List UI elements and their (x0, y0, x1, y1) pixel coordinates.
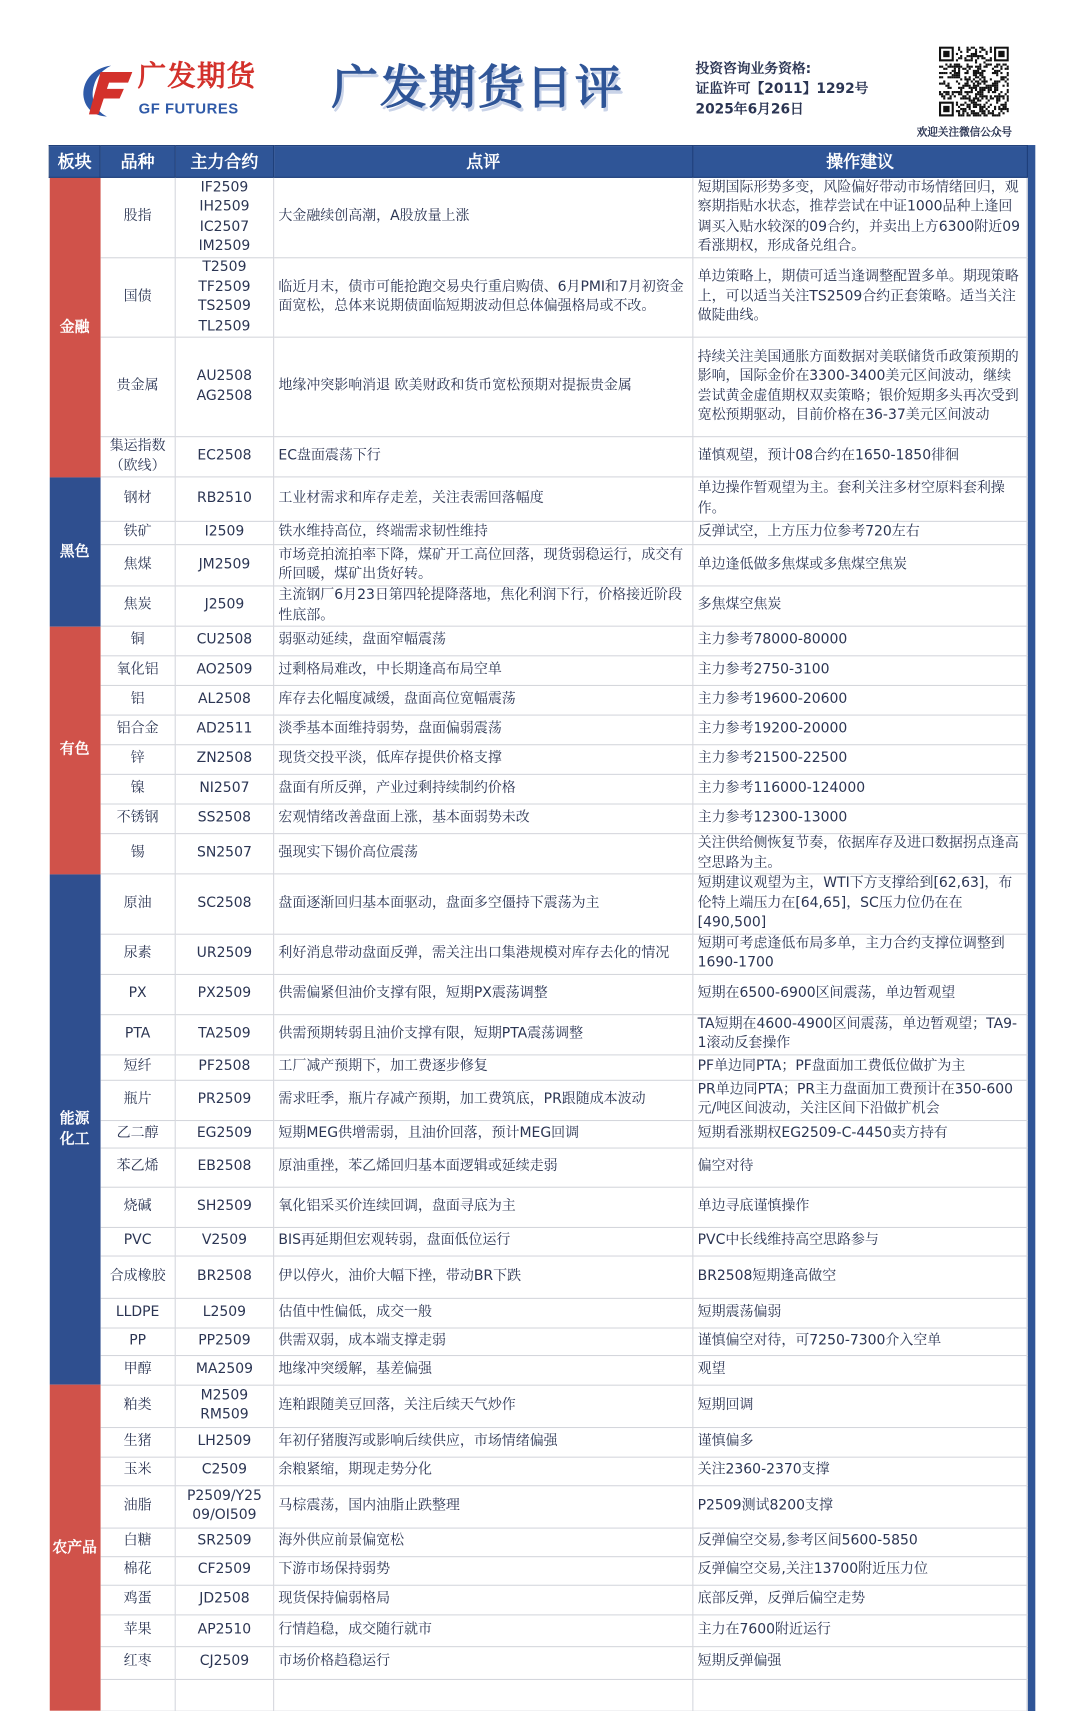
empty-cell (693, 1679, 1028, 1711)
variety-cell: 国债 (100, 258, 175, 337)
contract-cell (175, 1080, 273, 1120)
advice-cell: 偏空对待 (693, 1148, 1028, 1187)
advice-cell: 持续关注美国通胀方面数据对美联储货币政策预期的影响，国际金价在3300-3400美元区间波动，继续尝试黄金虚值期权双卖策略；银价短期多头再次受到宽松预期驱动，目前价格在36-37美元区间波动 (693, 337, 1028, 437)
advice-cell: 主力参考19200-20000 (693, 715, 1028, 745)
advice-cell: 单边寻底谨慎操作 (693, 1187, 1028, 1227)
qualification-label: 投资咨询业务资格: (695, 61, 812, 78)
contract-code: BR2508 (197, 1267, 252, 1284)
contract-code: SS2508 (197, 810, 252, 826)
advice-cell: PR单边同PTA；PR主力盘面加工费预计在350-600元/吨区间波动，关注区间下沿做扩机会 (693, 1080, 1028, 1120)
variety-cell: 玉米 (100, 1457, 175, 1486)
contract-cell (175, 1457, 273, 1486)
column-header-variety: 品种 (100, 146, 175, 178)
comment-cell: 供需双弱，成本端支撑走弱 (274, 1327, 693, 1355)
variety-cell: 不锈钢 (100, 804, 175, 834)
contract-cell (175, 1355, 273, 1385)
sector-label: 黑色 (59, 542, 90, 560)
comment-cell: 市场价格趋稳运行 (274, 1646, 693, 1679)
table-row (49, 834, 1027, 874)
comment-cell: BIS再延期但宏观转弱，盘面低位运行 (274, 1227, 693, 1256)
advice-cell: 关注供给侧恢复节奏，依据库存及进口数据拐点逢高空思路为主。 (693, 834, 1028, 874)
comment-cell: 现货交投平淡，低库存提供价格支撑 (274, 745, 693, 775)
variety-cell: 贵金属 (100, 337, 175, 437)
table-header-row (49, 146, 1027, 178)
contract-cell (175, 626, 273, 656)
contract-cell (175, 1054, 273, 1079)
logo-text-cn: 广发期货 (137, 60, 257, 94)
advice-cell: 短期国际形势多变，风险偏好带动市场情绪回归，观察期指贴水状态，推荐尝试在中证1000品种上逢回调买入贴水较深的09合约，并卖出上方6300附近09看涨期权，形成备兑组合。 (693, 177, 1028, 257)
contract-cell (175, 1298, 273, 1328)
contract-cell (175, 477, 273, 521)
table-row (49, 1014, 1027, 1054)
contract-code: AO2509 (196, 661, 253, 678)
comment-cell: 工业材需求和库存走差，关注表需回落幅度 (274, 477, 693, 521)
contract-cell (175, 804, 273, 834)
comment-cell: 宏观情绪改善盘面上涨，基本面弱势未改 (274, 804, 693, 834)
variety-cell: 苯乙烯 (100, 1148, 175, 1187)
advice-cell: 谨慎偏多 (693, 1427, 1028, 1457)
sector-label: 有色 (59, 741, 90, 758)
comment-cell: 行情趋稳，成交随行就市 (274, 1614, 693, 1646)
advice-cell: 主力参考12300-13000 (693, 804, 1028, 834)
review-table (49, 145, 1028, 1711)
sector-label: 能源 (59, 1110, 90, 1128)
variety-cell: LLDPE (100, 1298, 175, 1328)
contract-cell (175, 337, 273, 437)
wechat-follow-note: 欢迎关注微信公众号 (916, 127, 1013, 139)
variety-cell: 合成橡胶 (100, 1255, 175, 1297)
sector-cell (49, 1385, 100, 1711)
table-row (49, 477, 1027, 521)
contract-code: JD2508 (199, 1590, 250, 1607)
logo-mark-icon (79, 61, 136, 118)
comment-cell: 供需偏紧但油价支撑有限，短期PX震荡调整 (274, 974, 693, 1014)
table-row (49, 1485, 1027, 1527)
advice-cell: 主力参考116000-124000 (693, 774, 1028, 804)
advice-cell: P2509测试8200支撑 (693, 1485, 1028, 1527)
advice-cell: 主力参考2750-3100 (693, 656, 1028, 686)
variety-cell: 苹果 (100, 1614, 175, 1646)
contract-cell (175, 1528, 273, 1557)
contract-code: C2509 (201, 1462, 248, 1479)
table-row (49, 586, 1027, 626)
contract-cell (175, 774, 273, 804)
table-row (49, 874, 1027, 934)
table-row (49, 1355, 1027, 1385)
advice-cell: 多焦煤空焦炭 (693, 586, 1028, 626)
variety-cell: 粕类 (100, 1385, 175, 1427)
advice-cell: 短期回调 (693, 1385, 1028, 1427)
comment-cell: 铁水维持高位，终端需求韧性维持 (274, 521, 693, 544)
contract-cell (175, 1120, 273, 1148)
contract-cell (175, 874, 273, 934)
table-row (49, 1080, 1027, 1120)
report-date: 2025年6月26日 (695, 101, 804, 118)
contract-code: I2509 (204, 524, 245, 541)
comment-cell: 年初仔猪腹泻或影响后续供应，市场情绪偏强 (274, 1427, 693, 1457)
advice-cell: 主力参考19600-20600 (693, 685, 1028, 715)
table-row (49, 745, 1027, 775)
contract-cell (175, 437, 273, 477)
advice-cell: BR2508短期逢高做空 (693, 1255, 1028, 1297)
contract-cell (175, 1255, 273, 1297)
gf-futures-logo (79, 61, 270, 120)
contract-cell (175, 545, 273, 586)
table-row (49, 521, 1027, 544)
table-row (49, 656, 1027, 686)
contract-code: 09/OI509 (192, 1507, 257, 1524)
advice-cell: 谨慎观望，预计08合约在1650-1850徘徊 (693, 437, 1028, 477)
variety-cell: 铁矿 (100, 521, 175, 544)
contract-code: CF2509 (197, 1561, 252, 1578)
comment-cell: 库存去化幅度减缓，盘面高位宽幅震荡 (274, 685, 693, 715)
page-title: 广发期货日评 (331, 61, 624, 116)
table-row (49, 1614, 1027, 1646)
table-row (49, 1327, 1027, 1355)
variety-cell: 焦炭 (100, 586, 175, 626)
contract-cell (175, 1187, 273, 1227)
comment-cell: 下游市场保持弱势 (274, 1556, 693, 1585)
comment-cell: 马棕震荡，国内油脂止跌整理 (274, 1485, 693, 1527)
variety-cell: 白糖 (100, 1528, 175, 1557)
advice-cell: 谨慎偏空对待，可7250-7300介入空单 (693, 1327, 1028, 1355)
contract-code: ZN2508 (196, 750, 253, 767)
contract-cell (175, 934, 273, 974)
table-row (49, 1227, 1027, 1256)
table-row (49, 258, 1027, 337)
contract-cell (175, 586, 273, 626)
comment-cell: 余粮紧缩，期现走势分化 (274, 1457, 693, 1486)
advice-cell: 短期看涨期权EG2509-C-4450卖方持有 (693, 1120, 1028, 1148)
table-row (49, 545, 1027, 586)
table-row-partial (49, 1679, 1027, 1711)
contract-code: SH2509 (196, 1198, 252, 1214)
contract-code: JM2509 (198, 556, 251, 573)
variety-cell: 氧化铝 (100, 656, 175, 686)
variety-cell: 钢材 (100, 477, 175, 521)
table-row (49, 974, 1027, 1014)
sector-label: 金融 (59, 318, 90, 336)
empty-cell (175, 1679, 273, 1711)
contract-cell (175, 715, 273, 745)
table-row (49, 1427, 1027, 1457)
contract-cell (175, 1148, 273, 1187)
contract-code: AL2508 (197, 691, 251, 708)
comment-cell: 需求旺季，瓶片存减产预期，加工费筑底，PR跟随成本波动 (274, 1080, 693, 1120)
table-row (49, 1298, 1027, 1328)
advice-cell: 单边策略上，期债可适当逢调整配置多单。期现策略上，可以适当关注TS2509合约正套策略。适当关注做陡曲线。 (693, 258, 1028, 337)
comment-cell: 工厂减产预期下，加工费逐步修复 (274, 1054, 693, 1079)
contract-code: UR2509 (196, 945, 253, 961)
variety-cell: 焦煤 (100, 545, 175, 586)
contract-cell (175, 1385, 273, 1427)
comment-cell: 海外供应前景偏宽松 (274, 1528, 693, 1557)
variety-cell: PVC (100, 1227, 175, 1256)
contract-code: PX2509 (197, 985, 252, 1002)
comment-cell: 弱驱动延续，盘面窄幅震荡 (274, 626, 693, 656)
comment-cell: 氧化铝采买价连续回调，盘面寻底为主 (274, 1187, 693, 1227)
variety-cell: PTA (100, 1014, 175, 1054)
variety-cell: 股指 (100, 177, 175, 257)
table-row (49, 804, 1027, 834)
advice-cell: 底部反弹，反弹后偏空走势 (693, 1585, 1028, 1615)
contract-code: RB2510 (197, 490, 252, 507)
sector-cell (49, 177, 100, 477)
comment-cell: 过剩格局难改，中长期逢高布局空单 (274, 656, 693, 686)
contract-code: SN2507 (196, 845, 252, 861)
contract-code: SC2508 (197, 895, 252, 911)
variety-cell: 瓶片 (100, 1080, 175, 1120)
comment-cell: 供需预期转弱且油价支撑有限，短期PTA震荡调整 (274, 1014, 693, 1054)
contract-cell (175, 1427, 273, 1457)
table-row (49, 1120, 1027, 1148)
advice-cell: PVC中长线维持高空思路参与 (693, 1227, 1028, 1256)
contract-code: EC2508 (197, 448, 252, 464)
license-number: 证监许可【2011】1292号 (695, 81, 869, 98)
wechat-qr-code-icon[interactable] (939, 47, 1009, 117)
contract-code: IC2507 (199, 218, 250, 235)
contract-cell (175, 1646, 273, 1679)
variety-cell: 锌 (100, 745, 175, 775)
table-row (49, 1646, 1027, 1679)
comment-cell: 盘面逐渐回归基本面驱动，盘面多空僵持下震荡为主 (274, 874, 693, 934)
variety-cell: 集运指数（欧线） (100, 437, 175, 477)
table-row (49, 1556, 1027, 1585)
contract-cell (175, 521, 273, 544)
table-row (49, 685, 1027, 715)
contract-code: AU2508 (196, 368, 253, 385)
table-row (49, 715, 1027, 745)
contract-code: TA2509 (198, 1025, 251, 1042)
advice-cell: 短期反弹偏强 (693, 1646, 1028, 1679)
comment-cell: 临近月末，债市可能抢跑交易央行重启购债、6月PMI和7月初资金面宽松，总体来说期债面临短期波动但总体偏强格局或不改。 (274, 258, 693, 337)
contract-cell (175, 177, 273, 257)
advice-cell: 反弹偏空交易,参考区间5600-5850 (693, 1528, 1028, 1557)
contract-code: LH2509 (197, 1433, 252, 1449)
contract-cell (175, 685, 273, 715)
comment-cell: 现货保持偏弱格局 (274, 1585, 693, 1615)
sector-cell (49, 477, 100, 626)
comment-cell: 主流钢厂6月23日第四轮提降落地，焦化利润下行，价格接近阶段性底部。 (274, 586, 693, 626)
variety-cell: 棉花 (100, 1556, 175, 1585)
advice-cell: 反弹偏空交易,关注13700附近压力位 (693, 1556, 1028, 1585)
column-header-comment: 点评 (274, 146, 693, 178)
table-row (49, 337, 1027, 437)
contract-code: TL2509 (198, 318, 251, 334)
contract-cell (175, 1485, 273, 1527)
contract-cell (175, 834, 273, 874)
advice-cell: PF单边同PTA；PF盘面加工费低位做扩为主 (693, 1054, 1028, 1079)
contract-code: CU2508 (196, 632, 253, 649)
comment-cell: 地缘冲突影响消退 欧美财政和货币宽松预期对提振贵金属 (274, 337, 693, 437)
contract-code: TF2509 (198, 278, 251, 295)
table-row (49, 1255, 1027, 1297)
comment-cell: 地缘冲突缓解，基差偏强 (274, 1355, 693, 1385)
advice-cell: TA短期在4600-4900区间震荡，单边暂观望；TA9-1滚动反套操作 (693, 1014, 1028, 1054)
contract-cell (175, 1614, 273, 1646)
advice-cell: 主力参考78000-80000 (693, 626, 1028, 656)
comment-cell: 伊以停火，油价大幅下挫，带动BR下跌 (274, 1255, 693, 1297)
comment-cell: 淡季基本面维持弱势，盘面偏弱震荡 (274, 715, 693, 745)
review-table-container (49, 145, 1036, 1711)
contract-code: AP2510 (197, 1621, 252, 1638)
table-row (49, 934, 1027, 974)
contract-code: RM509 (200, 1406, 249, 1423)
advice-cell: 单边操作暂观望为主。套利关注多材空原料套利操作。 (693, 477, 1028, 521)
sector-cell (49, 626, 100, 874)
advice-cell: 短期在6500-6900区间震荡，单边暂观望 (693, 974, 1028, 1014)
variety-cell: PP (100, 1327, 175, 1355)
contract-code: V2509 (201, 1232, 247, 1249)
comment-cell: 市场竞拍流拍率下降，煤矿开工高位回落，现货弱稳运行，成交有所回暖，煤矿出货好转。 (274, 545, 693, 586)
table-row (49, 774, 1027, 804)
contract-code: IF2509 (200, 179, 249, 196)
license-info (696, 59, 869, 119)
table-row (49, 1385, 1027, 1427)
advice-cell: 短期可考虑逢低布局多单，主力合约支撑位调整到1690-1700 (693, 934, 1028, 974)
table-row (49, 1528, 1027, 1557)
contract-cell (175, 1585, 273, 1615)
advice-cell: 短期震荡偏弱 (693, 1298, 1028, 1328)
contract-code: IH2509 (199, 199, 250, 215)
variety-cell: 镍 (100, 774, 175, 804)
column-header-sector: 板块 (49, 146, 100, 178)
contract-cell (175, 745, 273, 775)
comment-cell: 大金融续创高潮，A股放量上涨 (274, 177, 693, 257)
logo-text-en: GF FUTURES (138, 99, 239, 117)
contract-code: L2509 (202, 1303, 247, 1320)
sector-cell (49, 874, 100, 1385)
contract-code: NI2507 (199, 780, 250, 797)
comment-cell: 强现实下锡价高位震荡 (274, 834, 693, 874)
variety-cell: 尿素 (100, 934, 175, 974)
contract-code: M2509 (200, 1387, 249, 1404)
contract-cell (175, 1014, 273, 1054)
contract-code: J2509 (204, 597, 245, 614)
table-row (49, 626, 1027, 656)
contract-cell (175, 1227, 273, 1256)
contract-code: AD2511 (196, 721, 253, 738)
contract-code: TS2509 (197, 298, 251, 315)
table-row (49, 177, 1027, 257)
variety-cell: 铝 (100, 685, 175, 715)
contract-cell (175, 1556, 273, 1585)
variety-cell: 原油 (100, 874, 175, 934)
comment-cell: EC盘面震荡下行 (274, 437, 693, 477)
variety-cell: 锡 (100, 834, 175, 874)
advice-cell: 观望 (693, 1355, 1028, 1385)
variety-cell: 生猪 (100, 1427, 175, 1457)
advice-cell: 主力在7600附近运行 (693, 1614, 1028, 1646)
contract-code: AG2508 (196, 387, 253, 404)
variety-cell: 红枣 (100, 1646, 175, 1679)
contract-code: CJ2509 (199, 1653, 250, 1670)
contract-code: EG2509 (196, 1125, 253, 1141)
table-row (49, 1585, 1027, 1615)
comment-cell: 连粕跟随美豆回落，关注后续天气炒作 (274, 1385, 693, 1427)
contract-code: P2509/Y25 (186, 1487, 262, 1504)
contract-code: PF2508 (198, 1058, 251, 1075)
contract-cell (175, 974, 273, 1014)
advice-cell: 短期建议观望为主，WTI下方支撑给到[62,63]，布伦特上端压力在[64,65]，SC压力位仍在在[490,500] (693, 874, 1028, 934)
contract-code: MA2509 (195, 1361, 253, 1377)
variety-cell: 油脂 (100, 1485, 175, 1527)
contract-code: T2509 (202, 259, 247, 276)
advice-cell: 反弹试空，上方压力位参考720左右 (693, 521, 1028, 544)
contract-code: PP2509 (198, 1332, 251, 1349)
comment-cell: 利好消息带动盘面反弹，需关注出口集港规模对库存去化的情况 (274, 934, 693, 974)
table-row (49, 1457, 1027, 1486)
contract-cell (175, 1327, 273, 1355)
table-row (49, 437, 1027, 477)
advice-cell: 单边逢低做多焦煤或多焦煤空焦炭 (693, 545, 1028, 586)
empty-cell (274, 1679, 693, 1711)
sector-label: 化工 (59, 1130, 90, 1148)
empty-cell (100, 1679, 175, 1711)
advice-cell: 关注2360-2370支撑 (693, 1457, 1028, 1486)
comment-cell: 短期MEG供增需弱，且油价回落，预计MEG回调 (274, 1120, 693, 1148)
comment-cell: 盘面有所反弹，产业过剩持续制约价格 (274, 774, 693, 804)
comment-cell: 估值中性偏低，成交一般 (274, 1298, 693, 1328)
contract-code: IM2509 (198, 238, 251, 255)
table-row (49, 1054, 1027, 1079)
column-header-contract: 主力合约 (175, 146, 273, 178)
variety-cell: 烧碱 (100, 1187, 175, 1227)
contract-cell (175, 258, 273, 337)
contract-code: EB2508 (197, 1158, 252, 1175)
contract-code: PR2509 (197, 1091, 252, 1108)
table-row (49, 1148, 1027, 1187)
variety-cell: PX (100, 974, 175, 1014)
sector-label: 农产品 (52, 1538, 97, 1556)
advice-cell: 主力参考21500-22500 (693, 745, 1028, 775)
table-row (49, 1187, 1027, 1227)
variety-cell: 甲醇 (100, 1355, 175, 1385)
variety-cell: 铜 (100, 626, 175, 656)
column-header-advice: 操作建议 (693, 146, 1028, 178)
variety-cell: 短纤 (100, 1054, 175, 1079)
contract-code: SR2509 (197, 1533, 252, 1549)
variety-cell: 铝合金 (100, 715, 175, 745)
contract-cell (175, 656, 273, 686)
variety-cell: 鸡蛋 (100, 1585, 175, 1615)
comment-cell: 原油重挫，苯乙烯回归基本面逻辑或延续走弱 (274, 1148, 693, 1187)
variety-cell: 乙二醇 (100, 1120, 175, 1148)
